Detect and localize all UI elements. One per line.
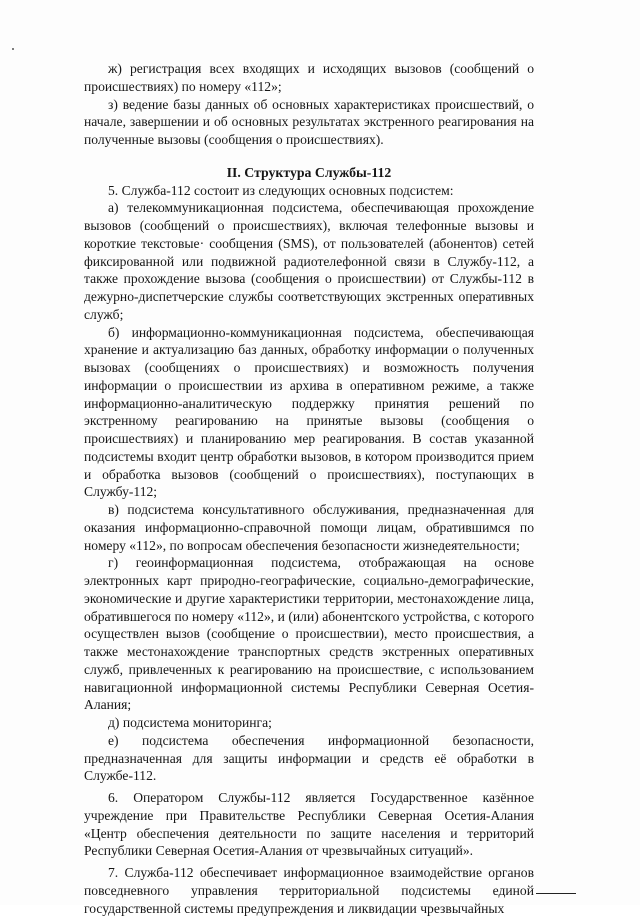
document-body	[84, 60, 534, 917]
paragraph-zh: ж) регистрация всех входящих и исходящих вызовов (сообщений о происшествиях) по номеру «112»;	[84, 61, 534, 94]
paragraph-g: г) геоинформационная подсистема, отображающая на основе электронных карт природно-географические, социально-демографические, экономические и другие характеристики территории, местонахождение лица, обратившегося по номеру «112», и (или) абонентского устройства, с которого осуществлен вызов (сообщение о происшествии), место происшествия, а также местонахождение транспортных средств экстренных оперативных служб, привлеченных к реагированию на происшествие, с использованием навигационной информационной системы Республики Северная Осетия-Алания;	[84, 555, 534, 713]
paragraph-7: 7. Служба-112 обеспечивает информационное взаимодействие органов повседневного управления территориальной подсистемы единой государственной системы предупреждения и ликвидации чрезвычайных	[84, 865, 534, 916]
paragraph-6: 6. Оператором Службы-112 является Государственное казённое учреждение при Правительстве Республики Северная Осетия-Алания «Центр обеспечения деятельности по защите населения и территорий Республики Северная Осетия-Алания от чрезвычайных ситуаций».	[84, 790, 534, 859]
paragraph-b: б) информационно-коммуникационная подсистема, обеспечивающая хранение и актуализацию баз данных, обработку информации о полученных вызовах (сообщениях о происшествиях) и возможность получения информации о происшествии из архива в оперативном режиме, а также информационно-аналитическую поддержку принятия решений по экстренному реагированию на принятые вызовы (сообщения о происшествиях) и планированию мер реагирования. В состав указанной подсистемы входит центр обработки вызовов, в котором производится прием и обработка вызовов (сообщений о происшествиях), поступающих в Службу-112;	[84, 324, 534, 500]
paragraph-v: в) подсистема консультативного обслуживания, предназначенная для оказания информационно-справочной помощи лицам, обратившимся по номеру «112», по вопросам обеспечения безопасности жизнедеятельности;	[84, 502, 534, 553]
scan-speck	[12, 48, 14, 50]
paragraph-z: з) ведение базы данных об основных характеристиках происшествий, о начале, завершении и об основных результатах экстренного реагирования на полученные вызовы (сообщения о происшествиях).	[84, 96, 534, 147]
paragraph-a: а) телекоммуникационная подсистема, обеспечивающая прохождение вызовов (сообщений о происшествиях), включая телефонные вызовы и короткие текстовые· сообщения (SMS), от пользователей (абонентов) сетей фиксированной или подвижной радиотелефонной связи в Службу-112, а также прохождение вызова (сообщения о происшествии) от Службы-112 в дежурно-диспетчерские службы соответствующих экстренных оперативных служб;	[84, 200, 534, 322]
section-heading: II. Структура Службы-112	[226, 164, 392, 180]
paragraph-e: е) подсистема обеспечения информационной безопасности, предназначенная для защиты информации и средств её обработки в Службе-112.	[84, 732, 534, 784]
bottom-rule	[536, 893, 576, 894]
paragraph-d: д) подсистема мониторинга;	[108, 715, 272, 730]
paragraph-5: 5. Служба-112 состоит из следующих основных подсистем:	[108, 182, 454, 198]
